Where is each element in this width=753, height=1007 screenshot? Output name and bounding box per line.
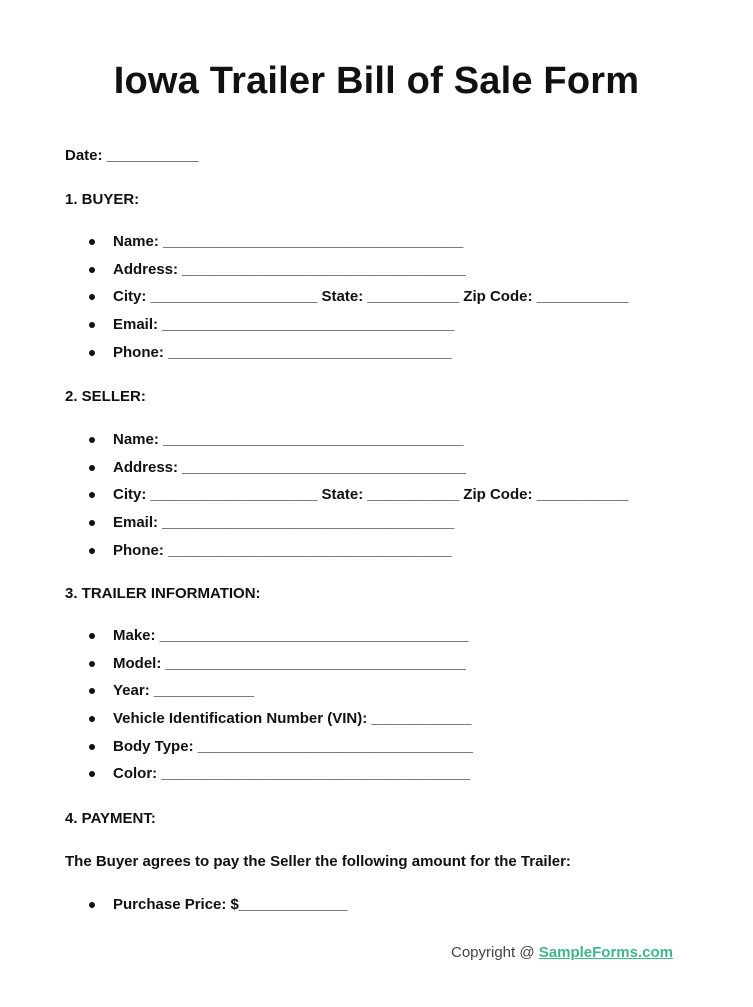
buyer-heading: 1. BUYER: — [65, 191, 140, 208]
bullet-icon — [89, 239, 95, 245]
seller-email-field[interactable]: Email: ___________________________________ — [85, 514, 628, 542]
bullet-icon — [89, 465, 95, 471]
bullet-icon — [89, 688, 95, 694]
buyer-fields — [85, 233, 628, 371]
buyer-email-field[interactable]: Email: ___________________________________ — [85, 316, 628, 344]
trailer-vin-field[interactable]: Vehicle Identification Number (VIN): ____________ — [85, 710, 473, 738]
buyer-address-field[interactable]: Address: __________________________________ — [85, 261, 628, 289]
seller-name-field[interactable]: Name: ____________________________________ — [85, 431, 628, 459]
bullet-icon — [89, 716, 95, 722]
brand-link[interactable]: SampleForms.com — [538, 944, 673, 961]
trailer-model-field[interactable]: Model: ____________________________________ — [85, 655, 473, 683]
trailer-fields — [85, 627, 473, 793]
bullet-icon — [89, 661, 95, 667]
bullet-icon — [89, 267, 95, 273]
bullet-icon — [89, 744, 95, 750]
trailer-body-type-field[interactable]: Body Type: _________________________________ — [85, 738, 473, 766]
bullet-icon — [89, 350, 95, 356]
payment-heading: 4. PAYMENT: — [65, 810, 156, 827]
bullet-icon — [89, 492, 95, 498]
copyright-footer — [451, 944, 673, 961]
seller-phone-field[interactable]: Phone: __________________________________ — [85, 542, 628, 570]
bullet-icon — [89, 294, 95, 300]
trailer-color-field[interactable]: Color: _____________________________________ — [85, 765, 473, 793]
copyright-text: Copyright @ — [451, 944, 539, 961]
bullet-icon — [89, 633, 95, 639]
bullet-icon — [89, 771, 95, 777]
buyer-name-field[interactable]: Name: ____________________________________ — [85, 233, 628, 261]
bullet-icon — [89, 902, 95, 908]
bullet-icon — [89, 437, 95, 443]
bullet-icon — [89, 322, 95, 328]
seller-fields — [85, 431, 628, 569]
bullet-icon — [89, 548, 95, 554]
seller-address-field[interactable]: Address: __________________________________ — [85, 459, 628, 487]
seller-heading: 2. SELLER: — [65, 388, 146, 405]
trailer-heading: 3. TRAILER INFORMATION: — [65, 585, 261, 602]
payment-statement: The Buyer agrees to pay the Seller the following amount for the Trailer: — [65, 853, 571, 870]
page-title: Iowa Trailer Bill of Sale Form — [113, 60, 640, 102]
payment-fields — [85, 896, 347, 924]
date-field[interactable]: Date: ___________ — [65, 147, 199, 164]
buyer-phone-field[interactable]: Phone: __________________________________ — [85, 344, 628, 372]
trailer-year-field[interactable]: Year: ____________ — [85, 682, 473, 710]
buyer-city-state-zip-field[interactable]: City: ____________________ State: ___________ Zip Code: ___________ — [85, 288, 628, 316]
seller-city-state-zip-field[interactable]: City: ____________________ State: ___________ Zip Code: ___________ — [85, 486, 628, 514]
purchase-price-field[interactable]: Purchase Price: $_____________ — [85, 896, 347, 924]
trailer-make-field[interactable]: Make: _____________________________________ — [85, 627, 473, 655]
bullet-icon — [89, 520, 95, 526]
